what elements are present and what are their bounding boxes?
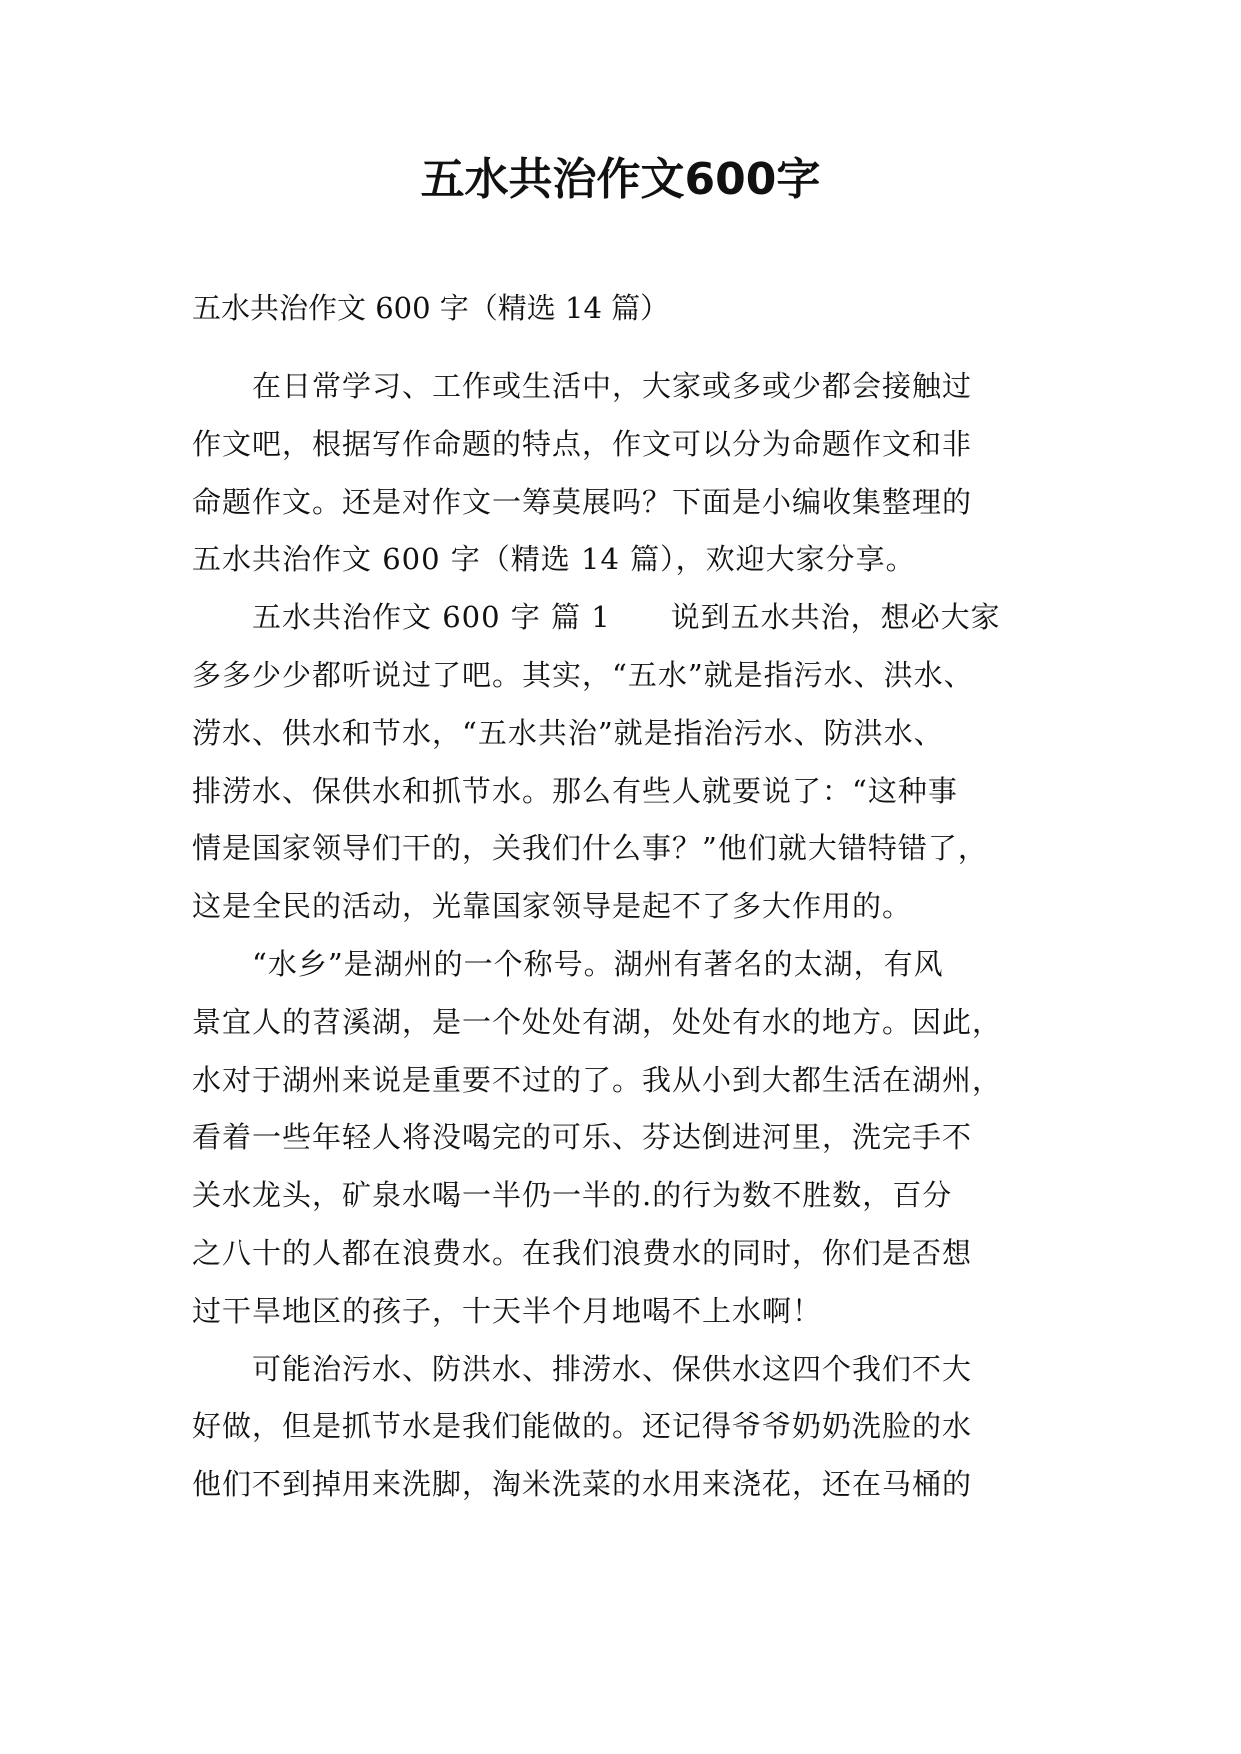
text-line: 涝水、供水和节水，“五水共治”就是指治污水、防洪水、	[192, 715, 944, 750]
text-line: 好做，但是抓节水是我们能做的。还记得爷爷奶奶洗脸的水	[192, 1409, 973, 1444]
text-line: 在日常学习、工作或生活中，大家或多或少都会接触过	[192, 369, 973, 403]
text-line: 过干旱地区的孩子，十天半个月地喝不上水啊！	[192, 1293, 823, 1328]
document-subtitle: 五水共治作文 600 字（精选 14 篇）	[192, 291, 670, 325]
text-line: 关水龙头，矿泉水喝一半仍一半的.的行为数不胜数，百分	[192, 1178, 953, 1213]
text-line: 五水共治作文 600 字 篇 1 说到五水共治，想必大家	[192, 600, 1001, 635]
text-line: 情是国家领导们干的，关我们什么事？”他们就大错特错了，	[192, 831, 988, 866]
text-line: 排涝水、保供水和抓节水。那么有些人就要说了：“这种事	[192, 773, 958, 808]
text-line: 命题作文。还是对作文一筹莫展吗？下面是小编收集整理的	[192, 484, 973, 519]
text-line: 五水共治作文 600 字（精选 14 篇），欢迎大家分享。	[192, 542, 916, 577]
text-line: 作文吧，根据写作命题的特点，作文可以分为命题作文和非	[192, 426, 973, 461]
text-line: 这是全民的活动，光靠国家领导是起不了多大作用的。	[192, 889, 913, 924]
text-line: 看着一些年轻人将没喝完的可乐、芬达倒进河里，洗完手不	[192, 1120, 973, 1155]
document-body	[192, 358, 1072, 1514]
text-line: 多多少少都听说过了吧。其实，“五水”就是指污水、洪水、	[192, 657, 974, 692]
text-line: “水乡”是湖州的一个称号。湖州有著名的太湖，有风	[192, 946, 944, 981]
text-line: 可能治污水、防洪水、排涝水、保供水这四个我们不大	[192, 1351, 973, 1386]
text-line: 景宜人的苕溪湖，是一个处处有湖，处处有水的地方。因此，	[192, 1004, 1003, 1039]
text-line: 水对于湖州来说是重要不过的了。我从小到大都生活在湖州，	[192, 1062, 1003, 1097]
text-line: 之八十的人都在浪费水。在我们浪费水的同时，你们是否想	[192, 1235, 973, 1270]
text-line: 他们不到掉用来洗脚，淘米洗菜的水用来浇花，还在马桶的	[192, 1467, 973, 1502]
document-title: 五水共治作文600字	[420, 154, 821, 205]
